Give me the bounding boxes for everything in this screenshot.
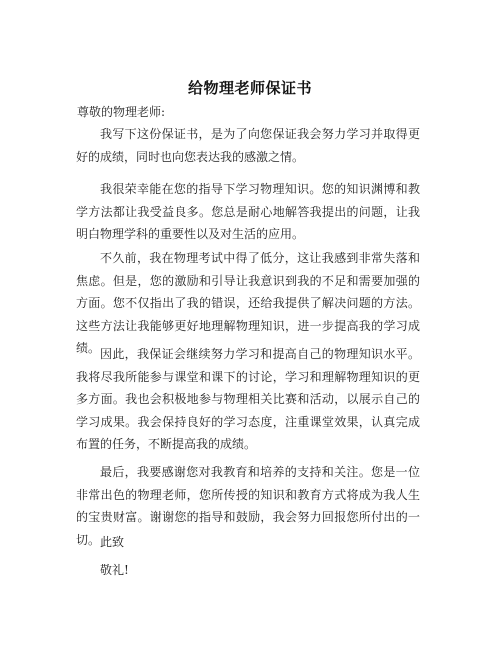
closing-line-1: 此致 (100, 535, 125, 549)
paragraph-1: 我写下这份保证书，是为了向您保证我会努力学习并取得更好的成绩，同时也向您表达我的感激之情。 (76, 127, 420, 164)
paragraph-3: 不久前，我在物理考试中得了低分，这让我感到非常失落和焦虑。但是，您的激励和引导让我意识到我的不足和需要加强的方面。您不仅指出了我的错误，还给我提供了解决问题的方法。这些方法让我能够更好地理解物理知识，进一步提高我的学习成绩。 (76, 251, 420, 355)
paragraph-5: 最后，我要感谢您对我教育和培养的支持和关注。您是一位非常出色的物理老师，您所传授的知识和教育方式将成为我人生的宝贵财富。谢谢您的指导和鼓励，我会努力回报您所付出的一切。 (76, 465, 420, 547)
salutation: 尊敬的物理老师: (77, 105, 166, 119)
closing-line-2: 敬礼! (100, 563, 129, 577)
paragraph-4: 因此，我保证会继续努力学习和提高自己的物理知识水平。我将尽我所能参与课堂和课下的讨论，学习和理解物理知识的更多方面。我也会积极地参与物理相关比赛和活动，以展示自己的学习成果。我会保持良好的学习态度，注重课堂效果，认真完成布置的任务，不断提高我的成绩。 (76, 347, 420, 451)
paragraph-2: 我很荣幸能在您的指导下学习物理知识。您的知识渊博和教学方法都让我受益良多。您总是耐心地解答我提出的问题，让我明白物理学科的重要性以及对生活的应用。 (76, 182, 420, 241)
document-title: 给物理老师保证书 (187, 79, 312, 97)
